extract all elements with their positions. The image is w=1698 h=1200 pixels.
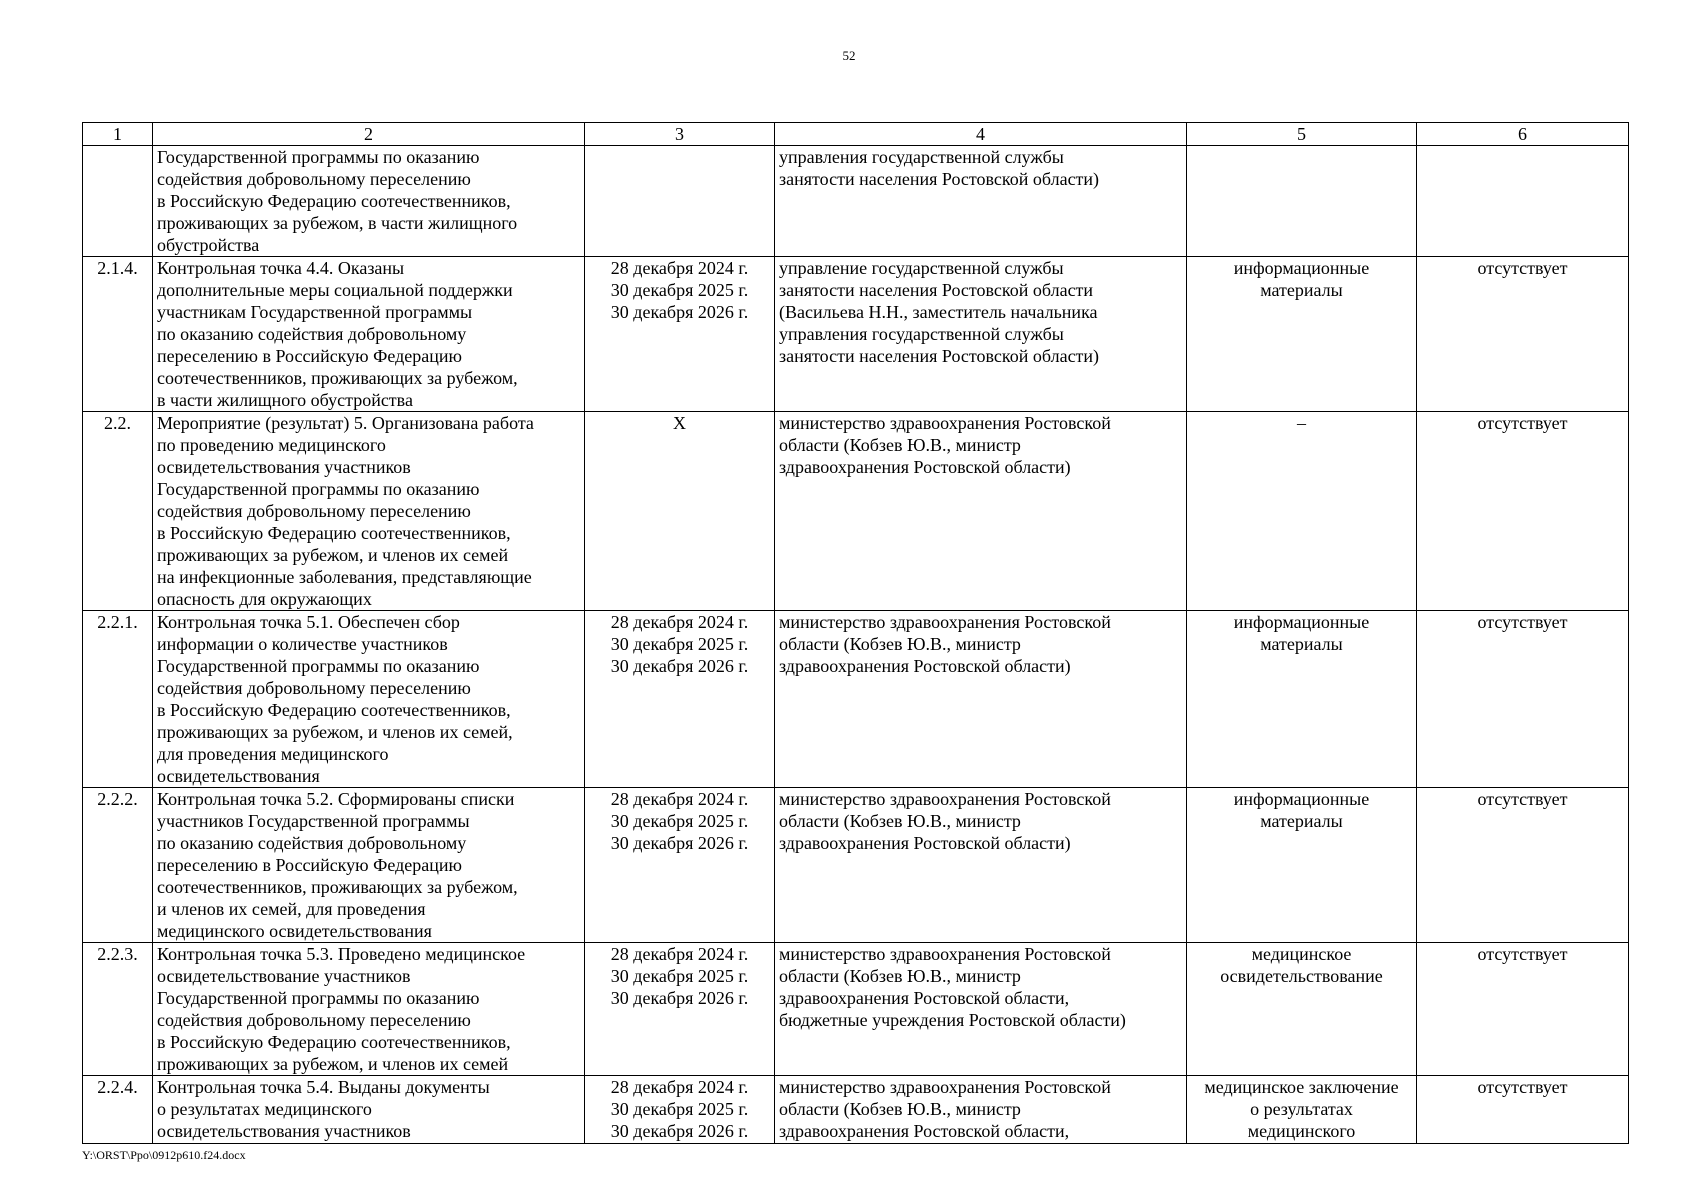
row-description: Контрольная точка 4.4. Оказаны дополнительные меры социальной поддержки участникам Государственной программы по оказанию содействия добровольному переселению в Российскую Федерацию соотечественников, проживающих за рубежом, в части жилищного обустройства <box>153 257 585 412</box>
row-dates: 28 декабря 2024 г. 30 декабря 2025 г. 30 декабря 2026 г. <box>585 611 775 788</box>
row-note: отсутствует <box>1417 788 1629 943</box>
row-note: отсутствует <box>1417 943 1629 1076</box>
row-result-type <box>1187 146 1417 257</box>
table-row <box>83 943 1629 1076</box>
column-header-4: 4 <box>775 123 1187 146</box>
footer-file-path: Y:\ORST\Ppo\0912p610.f24.docx <box>82 1148 246 1162</box>
table-row <box>83 1076 1629 1144</box>
row-responsible: министерство здравоохранения Ростовской области (Кобзев Ю.В., министр здравоохранения Ростовской области, <box>775 1076 1187 1144</box>
table-row <box>83 146 1629 257</box>
column-header-2: 2 <box>153 123 585 146</box>
row-note: отсутствует <box>1417 611 1629 788</box>
row-note: отсутствует <box>1417 412 1629 611</box>
column-header-5: 5 <box>1187 123 1417 146</box>
row-result-type: информационные материалы <box>1187 257 1417 412</box>
row-number: 2.2.4. <box>83 1076 153 1144</box>
row-result-type: информационные материалы <box>1187 611 1417 788</box>
row-number: 2.2.1. <box>83 611 153 788</box>
row-number <box>83 146 153 257</box>
row-number: 2.2. <box>83 412 153 611</box>
row-description: Контрольная точка 5.1. Обеспечен сбор информации о количестве участников Государственной программы по оказанию содействия добровольному переселению в Российскую Федерацию соотечественников, проживающих за рубежом, и членов их семей, для проведения медицинского освидетельствования <box>153 611 585 788</box>
table-row <box>83 412 1629 611</box>
column-header-6: 6 <box>1417 123 1629 146</box>
row-responsible: министерство здравоохранения Ростовской области (Кобзев Ю.В., министр здравоохранения Ростовской области) <box>775 412 1187 611</box>
row-dates: Х <box>585 412 775 611</box>
row-responsible: министерство здравоохранения Ростовской области (Кобзев Ю.В., министр здравоохранения Ростовской области, бюджетные учреждения Ростовской области) <box>775 943 1187 1076</box>
row-number: 2.2.3. <box>83 943 153 1076</box>
table-header-row <box>83 123 1629 146</box>
row-number: 2.1.4. <box>83 257 153 412</box>
row-note <box>1417 146 1629 257</box>
row-description: Контрольная точка 5.3. Проведено медицинское освидетельствование участников Государственной программы по оказанию содействия добровольному переселению в Российскую Федерацию соотечественников, проживающих за рубежом, и членов их семей <box>153 943 585 1076</box>
column-header-3: 3 <box>585 123 775 146</box>
row-number: 2.2.2. <box>83 788 153 943</box>
row-responsible: управления государственной службы занятости населения Ростовской области) <box>775 146 1187 257</box>
row-note: отсутствует <box>1417 1076 1629 1144</box>
page-number: 52 <box>842 48 856 63</box>
plan-table <box>82 122 1629 1144</box>
row-note: отсутствует <box>1417 257 1629 412</box>
row-result-type: медицинское освидетельствование <box>1187 943 1417 1076</box>
row-description: Государственной программы по оказанию содействия добровольному переселению в Российскую Федерацию соотечественников, проживающих за рубежом, в части жилищного обустройства <box>153 146 585 257</box>
table-row <box>83 257 1629 412</box>
row-dates: 28 декабря 2024 г. 30 декабря 2025 г. 30 декабря 2026 г. <box>585 257 775 412</box>
row-dates: 28 декабря 2024 г. 30 декабря 2025 г. 30 декабря 2026 г. <box>585 788 775 943</box>
row-dates <box>585 146 775 257</box>
row-result-type: информационные материалы <box>1187 788 1417 943</box>
row-dates: 28 декабря 2024 г. 30 декабря 2025 г. 30 декабря 2026 г. <box>585 1076 775 1144</box>
row-dates: 28 декабря 2024 г. 30 декабря 2025 г. 30 декабря 2026 г. <box>585 943 775 1076</box>
table-row <box>83 788 1629 943</box>
row-responsible: министерство здравоохранения Ростовской области (Кобзев Ю.В., министр здравоохранения Ростовской области) <box>775 788 1187 943</box>
row-result-type: – <box>1187 412 1417 611</box>
row-description: Контрольная точка 5.2. Сформированы списки участников Государственной программы по оказанию содействия добровольному переселению в Российскую Федерацию соотечественников, проживающих за рубежом, и членов их семей, для проведения медицинского освидетельствования <box>153 788 585 943</box>
row-description: Мероприятие (результат) 5. Организована работа по проведению медицинского освидетельствования участников Государственной программы по оказанию содействия добровольному переселению в Российскую Федерацию соотечественников, проживающих за рубежом, и членов их семей на инфекционные заболевания, представляющие опасность для окружающих <box>153 412 585 611</box>
row-description: Контрольная точка 5.4. Выданы документы о результатах медицинского освидетельствования участников <box>153 1076 585 1144</box>
column-header-1: 1 <box>83 123 153 146</box>
row-responsible: управление государственной службы занятости населения Ростовской области (Васильева Н.Н., заместитель начальника управления государственной службы занятости населения Ростовской области) <box>775 257 1187 412</box>
row-result-type: медицинское заключение о результатах медицинского <box>1187 1076 1417 1144</box>
row-responsible: министерство здравоохранения Ростовской области (Кобзев Ю.В., министр здравоохранения Ростовской области) <box>775 611 1187 788</box>
table-row <box>83 611 1629 788</box>
